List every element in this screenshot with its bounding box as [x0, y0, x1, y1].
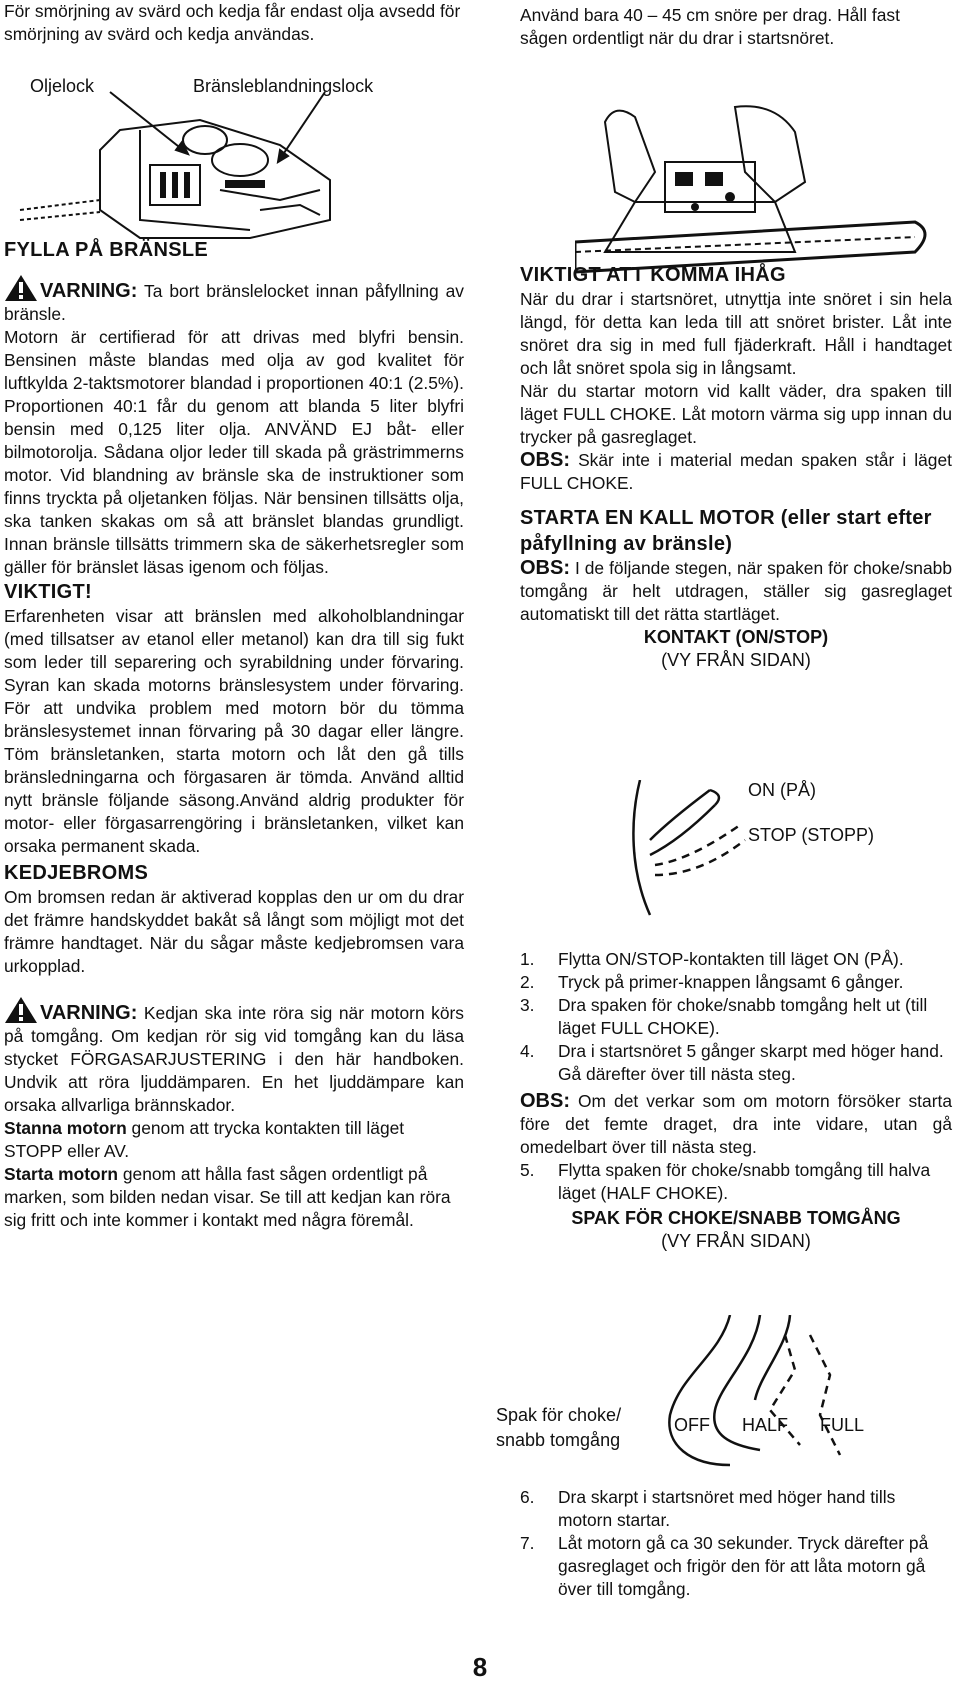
chain-brake-heading: KEDJEBROMS — [4, 862, 149, 884]
left-column — [4, 0, 464, 46]
chainsaw-body-drawing — [0, 70, 470, 245]
right-column-final-steps — [520, 1486, 952, 1601]
warning-word: VARNING: — [40, 280, 138, 302]
stop-engine-paragraph — [4, 1117, 464, 1163]
step-item — [520, 1486, 952, 1532]
warning-text: Ta bort bränslelocket innan påfyllning av bränsle. — [4, 281, 464, 324]
step-text: Flytta ON/STOP-kontakten till läget ON (PÅ). — [558, 949, 904, 969]
stop-engine-bold: Stanna motorn — [4, 1118, 127, 1138]
choke-figure-title: SPAK FÖR CHOKE/SNABB TOMGÅNG — [571, 1208, 901, 1228]
starting-saw-illustration — [575, 92, 935, 277]
lever-label-line2: snabb tomgång — [496, 1430, 621, 1450]
steps-list-a — [520, 948, 952, 1086]
left-column-main — [4, 237, 464, 1232]
cold-weather-paragraph: När du startar motorn vid kallt väder, dra spaken till läget FULL CHOKE. Låt motorn värma sig upp innan du trycker på gasreglaget. — [520, 381, 952, 447]
choke-lever-figure — [496, 1315, 950, 1505]
warning-word: VARNING: — [40, 1002, 138, 1024]
right-column-steps — [520, 948, 952, 1253]
switch-figure-subtitle: (VY FRÅN SIDAN) — [661, 650, 811, 670]
step-text: Låt motorn gå ca 30 sekunder. Tryck därefter på gasreglaget och frigör den för att låta motorn gå över till tomgång. — [558, 1533, 929, 1599]
choke-figure-subtitle: (VY FRÅN SIDAN) — [661, 1231, 811, 1251]
important-heading: VIKTIGT! — [4, 581, 92, 603]
oil-cap-label: Oljelock — [30, 76, 95, 96]
step-text: Tryck på primer-knappen långsamt 6 gånger. — [558, 972, 904, 992]
step-text: Dra skarpt i startsnöret med höger hand tills motorn startar. — [558, 1487, 896, 1530]
switch-drawing — [630, 780, 950, 920]
right-column-top — [520, 4, 952, 50]
obs-note-3 — [520, 1090, 952, 1159]
fuel-caps-illustration — [0, 70, 470, 245]
warning-fuel-cap — [4, 274, 464, 326]
obs-text: Om det verkar som om motorn försöker starta före det femte draget, dra inte vidare, utan gå omedelbart över till nästa steg. — [520, 1091, 952, 1157]
fill-fuel-heading: FYLLA PÅ BRÄNSLE — [4, 239, 209, 261]
warning-text: Kedjan ska inte röra sig när motorn körs på tomgång. Om kedjan rör sig vid tomgång kan du läsa stycket FÖRGASARJUSTERING i den här handboken. Undvik att röra ljuddämparen. En het ljuddämpare kan orsaka allvarliga brännskador. — [4, 1003, 464, 1115]
warning-icon — [4, 274, 38, 302]
steps-list-5 — [520, 1159, 952, 1205]
step-item — [520, 994, 952, 1040]
start-engine-paragraph — [4, 1163, 464, 1232]
remember-heading: VIKTIGT ATT KOMMA IHÅG — [520, 264, 786, 286]
step-number: 2. — [520, 972, 535, 992]
rope-length-text: Använd bara 40 – 45 cm snöre per drag. Håll fast sågen ordentligt när du drar i startsnöret. — [520, 5, 900, 48]
page-number: 8 — [472, 1652, 488, 1682]
warning-icon — [4, 996, 38, 1024]
step-text: Dra i startsnöret 5 gånger skarpt med höger hand. Gå därefter över till nästa steg. — [558, 1041, 944, 1084]
right-column-main — [520, 262, 952, 672]
step-text: Flytta spaken för choke/snabb tomgång till halva läget (HALF CHOKE). — [558, 1160, 931, 1203]
lever-label-line1: Spak för choke/ — [496, 1405, 622, 1425]
step-item — [520, 1532, 952, 1601]
switch-figure — [630, 780, 950, 920]
obs-word: OBS: — [520, 449, 570, 471]
warning-chain — [4, 996, 464, 1117]
start-engine-bold: Starta motorn — [4, 1164, 119, 1184]
switch-figure-title: KONTAKT (ON/STOP) — [643, 627, 829, 647]
hands-holding-saw-drawing — [575, 92, 935, 277]
obs-word: OBS: — [520, 1090, 570, 1112]
switch-on-label: ON (PÅ) — [748, 780, 817, 800]
choke-half-label: HALF — [742, 1415, 789, 1435]
choke-off-label: OFF — [674, 1415, 710, 1435]
obs-text: Skär inte i material medan spaken står i läget FULL CHOKE. — [520, 450, 952, 493]
step-number: 7. — [520, 1533, 535, 1553]
remember-paragraph: När du drar i startsnöret, utnyttja inte snöret i sin hela längd, för detta kan leda till att snöret brister. Låt inte snöret dra sig in med full fjäderkraft. Håll i handtaget och låt snöret spola sig in långsamt. — [520, 289, 952, 378]
important-paragraph: Erfarenheten visar att bränslen med alkoholblandningar (med tillsatser av etanol eller metanol) kan dra till sig fukt som leder till separering och syrabildning under förvaring. Syran kan skada motorns bränslesystem under förvaring. För att undvika problem med motorn bör du tömma bränslesystemet innan förvaring på 30 dagar eller längre. Töm bränsletanken, starta motorn och låt den gå tills bränsledningarna och förgasaren är tömda. Använd alltid nytt bränsle följande säsong.Använd aldrig produkter för motor- eller förgasarrengöring i bränsletanken, vilket kan orsaka permanent skada. — [4, 606, 464, 856]
steps-list-b — [520, 1486, 952, 1601]
step-item — [520, 1159, 952, 1205]
fuel-cap-label: Bränsleblandningslock — [193, 76, 374, 96]
step-number: 4. — [520, 1041, 535, 1061]
obs-note-2 — [520, 557, 952, 626]
start-engine-text: genom att hålla fast sågen ordentligt på marken, som bilden nedan visar. Se till att kedjan kan röra sig fritt och inte kommer i kontakt med några föremål. — [4, 1164, 451, 1230]
switch-stop-label: STOP (STOPP) — [748, 825, 875, 845]
cold-start-heading: STARTA EN KALL MOTOR (eller start efter påfyllning av bränsle) — [520, 507, 932, 555]
step-number: 6. — [520, 1487, 535, 1507]
step-item — [520, 948, 952, 971]
choke-full-label: FULL — [820, 1415, 865, 1435]
stop-engine-text: genom att trycka kontakten till läget STOPP eller AV. — [4, 1118, 405, 1161]
chain-brake-paragraph: Om bromsen redan är aktiverad kopplas den ur om du drar det främre handskyddet bakåt så långt som möjligt mot det främre handtaget. När du sågar måste kedjebromsen vara urkopplad. — [4, 887, 464, 976]
fuel-mix-paragraph: Motorn är certifierad för att drivas med blyfri bensin. Bensinen måste blandas med olja av god kvalitet för luftkylda 2-taktsmotorer blandad i proportionen 40:1 (2.5%). Proportionen 40:1 får du genom att blanda 5 liter blyfri bensin med 0,125 liter olja. ANVÄND EJ båt- eller bilmotorolja. Sådana oljor leder till skada på grästrimmerns motor. Vid blandning av bränsle ska de instruktioner som finns tryckta på oljetanken följas. När bensinen tillsätts olja, ska tanken skakas om så att bränslet blandas grundligt. Innan bränsle tillsätts trimmern ska de säkerhetsregler som gäller för bränslet läsas igenom och följas. — [4, 327, 464, 577]
obs-text: I de följande stegen, när spaken för choke/snabb tomgång är helt utdragen, ställer sig gasreglaget automatiskt till det rätta startläget. — [520, 558, 952, 624]
step-number: 1. — [520, 949, 535, 969]
step-number: 3. — [520, 995, 535, 1015]
obs-word: OBS: — [520, 557, 570, 579]
obs-note-1 — [520, 449, 952, 495]
bar-oil-intro: För smörjning av svärd och kedja får endast olja avsedd för smörjning av svärd och kedja användas. — [4, 1, 461, 44]
step-text: Dra spaken för choke/snabb tomgång helt ut (till läget FULL CHOKE). — [558, 995, 928, 1038]
step-item — [520, 971, 952, 994]
step-number: 5. — [520, 1160, 535, 1180]
step-item — [520, 1040, 952, 1086]
